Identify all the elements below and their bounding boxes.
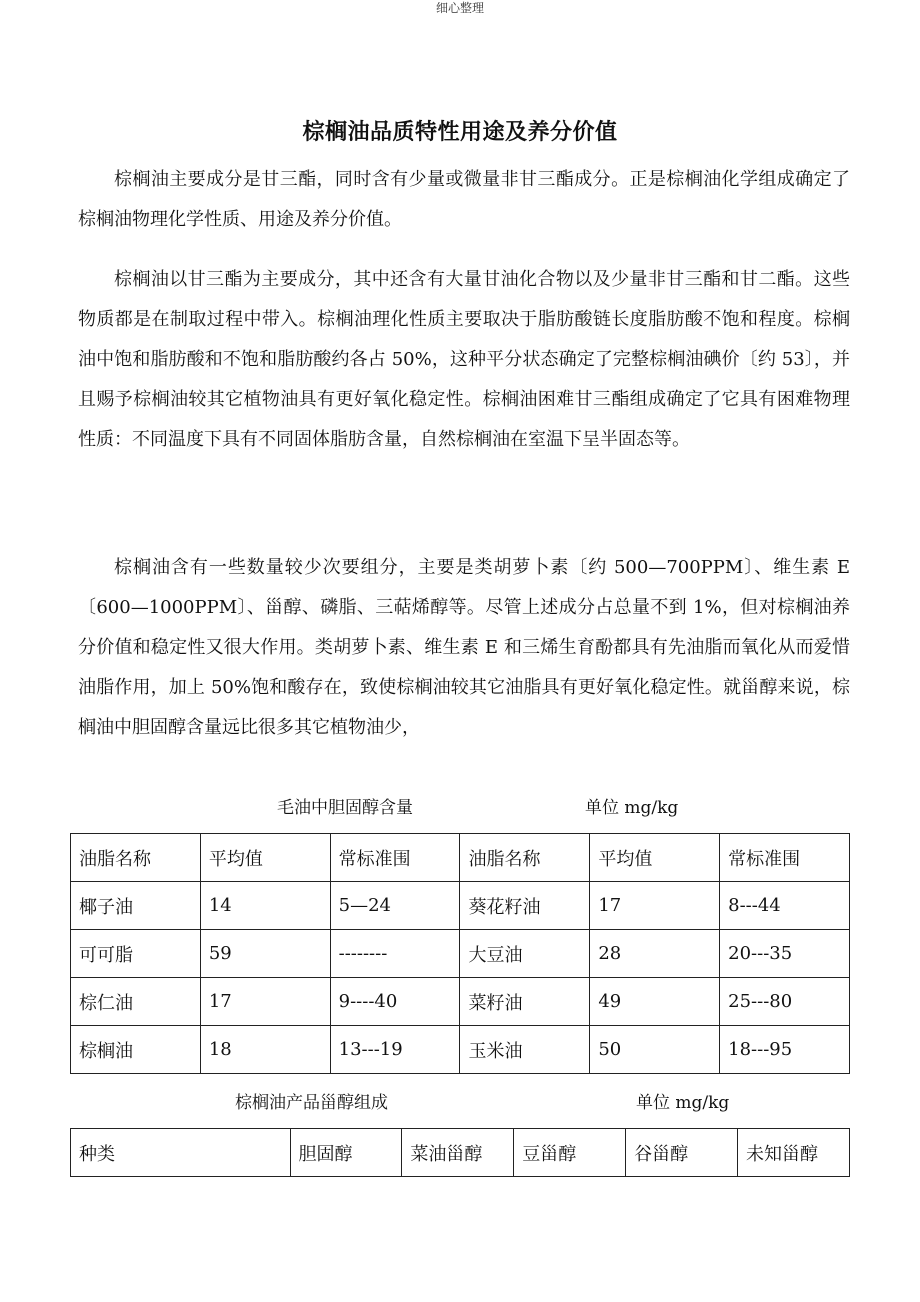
table-cell: 5—24	[330, 882, 460, 930]
table-cell: --------	[330, 930, 460, 978]
paragraph-3: 棕榈油含有一些数量较少次要组分，主要是类胡萝卜素〔约 500—700PPM〕、维生素 E〔600—1000PPM〕、甾醇、磷脂、三萜烯醇等。尽管上述成分占总量不到 1%，但对棕榈油养分价值和稳定性又很大作用。类胡萝卜素、维生素 E 和三烯生育酚都具有先油脂而氧化从而爱惜油脂作用，加上 50%饱和酸存在，致使棕榈油较其它油脂具有更好氧化稳定性。就甾醇来说，棕榈油中胆固醇含量远比很多其它植物油少，	[78, 557, 850, 738]
table-row	[71, 978, 850, 1026]
table-cell: 9----40	[330, 978, 460, 1026]
table-header-row	[71, 834, 850, 882]
table-header-cell: 未知甾醇	[738, 1129, 850, 1177]
table-cell: 葵花籽油	[460, 882, 590, 930]
page-title: 棕榈油品质特性用途及养分价值	[302, 119, 618, 145]
table-cell: 28	[590, 930, 720, 978]
table-cell: 大豆油	[460, 930, 590, 978]
table-cell: 椰子油	[71, 882, 201, 930]
table-header-cell: 豆甾醇	[514, 1129, 626, 1177]
table-header-cell: 平均值	[590, 834, 720, 882]
table-cell: 17	[590, 882, 720, 930]
paragraph-1: 棕榈油主要成分是甘三酯，同时含有少量或微量非甘三酯成分。正是棕榈油化学组成确定了棕榈油物理化学性质、用途及养分价值。	[78, 169, 850, 230]
table-cell: 50	[590, 1026, 720, 1074]
table-header-cell: 常标准围	[720, 834, 850, 882]
table-cell: 49	[590, 978, 720, 1026]
table2-unit: 单位 mg/kg	[636, 1093, 730, 1113]
table-header-cell: 胆固醇	[290, 1129, 402, 1177]
table-cell: 菜籽油	[460, 978, 590, 1026]
table-header-cell: 油脂名称	[460, 834, 590, 882]
table-row	[71, 882, 850, 930]
table-header-cell: 菜油甾醇	[402, 1129, 514, 1177]
table-header-cell: 平均值	[200, 834, 330, 882]
paragraph-2: 棕榈油以甘三酯为主要成分，其中还含有大量甘油化合物以及少量非甘三酯和甘二酯。这些物质都是在制取过程中带入。棕榈油理化性质主要取决于脂肪酸链长度脂肪酸不饱和程度。棕榈油中饱和脂肪酸和不饱和脂肪酸约各占 50%，这种平分状态确定了完整棕榈油碘价〔约 53〕，并且赐予棕榈油较其它植物油具有更好氧化稳定性。棕榈油困难甘三酯组成确定了它具有困难物理性质：不同温度下具有不同固体脂肪含量，自然棕榈油在室温下呈半固态等。	[78, 269, 850, 450]
table-row	[71, 1026, 850, 1074]
table1-unit: 单位 mg/kg	[585, 798, 679, 818]
table-cell: 玉米油	[460, 1026, 590, 1074]
table-cell: 棕仁油	[71, 978, 201, 1026]
table-cell: 18	[200, 1026, 330, 1074]
table-row	[71, 930, 850, 978]
table-cell: 17	[200, 978, 330, 1026]
table-cell: 棕榈油	[71, 1026, 201, 1074]
cholesterol-table	[70, 833, 850, 1074]
table-cell: 25---80	[720, 978, 850, 1026]
table-cell: 可可脂	[71, 930, 201, 978]
header-note: 细心整理	[435, 1, 484, 15]
table-cell: 8---44	[720, 882, 850, 930]
table-header-cell: 常标准围	[330, 834, 460, 882]
sterol-composition-table	[70, 1128, 850, 1177]
table-cell: 18---95	[720, 1026, 850, 1074]
table-cell: 20---35	[720, 930, 850, 978]
table-header-cell: 种类	[71, 1129, 291, 1177]
table-header-cell: 谷甾醇	[626, 1129, 738, 1177]
table-cell: 13---19	[330, 1026, 460, 1074]
table-cell: 14	[200, 882, 330, 930]
table2-caption: 棕榈油产品甾醇组成	[235, 1093, 388, 1113]
table-cell: 59	[200, 930, 330, 978]
table-header-row	[71, 1129, 850, 1177]
table-header-cell: 油脂名称	[71, 834, 201, 882]
table1-caption: 毛油中胆固醇含量	[277, 798, 413, 818]
